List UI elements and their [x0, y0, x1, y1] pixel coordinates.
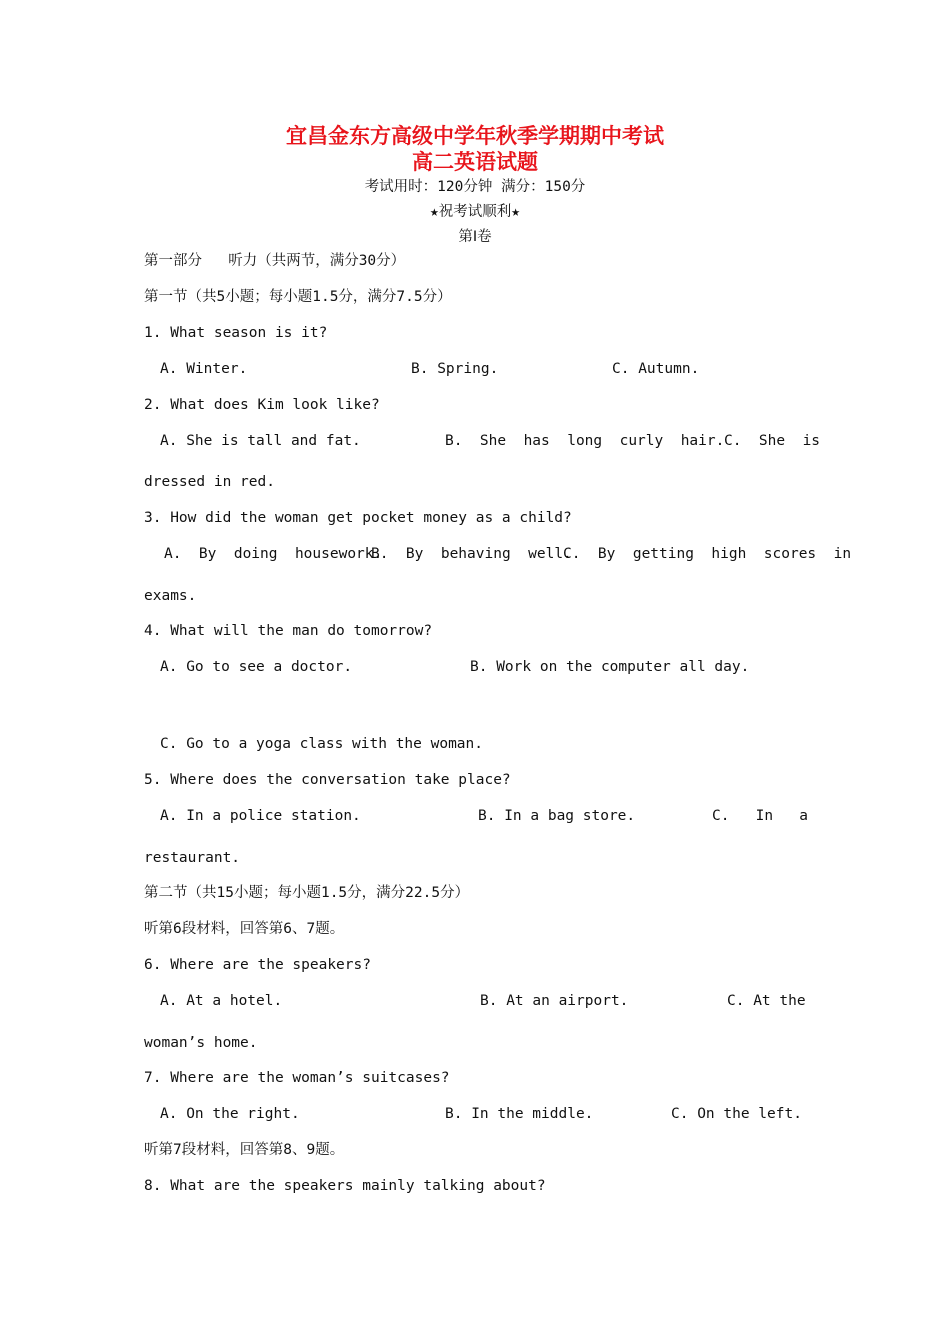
- section2-heading: 第二节（共15小题；每小题1.5分，满分22.5分）: [144, 885, 470, 901]
- question-6: 6. Where are the speakers?: [144, 957, 371, 973]
- exam-subtitle: 高二英语试题: [412, 150, 538, 174]
- q1-option-b: B. Spring.: [411, 361, 499, 377]
- q6-option-c-continued: woman’s home.: [144, 1035, 258, 1051]
- question-1: 1. What season is it?: [144, 325, 328, 341]
- q6-option-b: B. At an airport.: [480, 993, 629, 1009]
- q6-option-c: C. At the: [727, 993, 806, 1009]
- q4-option-c: C. Go to a yoga class with the woman.: [160, 736, 484, 752]
- q3-option-c-continued: exams.: [144, 588, 197, 604]
- question-7: 7. Where are the woman’s suitcases?: [144, 1070, 450, 1086]
- q5-option-c: C. In a: [712, 808, 809, 824]
- exam-wish: ★祝考试顺利★: [430, 204, 520, 220]
- section1-heading: 第一节（共5小题；每小题1.5分，满分7.5分）: [144, 289, 452, 305]
- question-4: 4. What will the man do tomorrow?: [144, 623, 433, 639]
- exam-title: 宜昌金东方高级中学年秋季学期期中考试: [286, 124, 664, 148]
- q3-option-b: B. By behaving well.: [371, 546, 572, 562]
- q5-option-c-continued: restaurant.: [144, 850, 241, 866]
- question-5: 5. Where does the conversation take place?: [144, 772, 511, 788]
- q7-option-c: C. On the left.: [671, 1106, 802, 1122]
- question-2: 2. What does Kim look like?: [144, 397, 380, 413]
- part1-heading: 第一部分 听力（共两节，满分30分）: [144, 253, 406, 269]
- q7-option-b: B. In the middle.: [445, 1106, 594, 1122]
- exam-info: 考试用时：120分钟 满分：150分: [364, 179, 586, 195]
- q1-option-a: A. Winter.: [160, 361, 248, 377]
- passage-6-instruction: 听第6段材料，回答第6、7题。: [144, 921, 345, 937]
- q2-option-c: C. She is: [724, 433, 821, 449]
- volume-label: 第Ⅰ卷: [458, 229, 492, 245]
- q2-option-b: B. She has long curly hair.: [445, 433, 725, 449]
- q6-option-a: A. At a hotel.: [160, 993, 283, 1009]
- q7-option-a: A. On the right.: [160, 1106, 300, 1122]
- passage-7-instruction: 听第7段材料，回答第8、9题。: [144, 1142, 345, 1158]
- q2-option-a: A. She is tall and fat.: [160, 433, 361, 449]
- q5-option-a: A. In a police station.: [160, 808, 361, 824]
- q5-option-b: B. In a bag store.: [478, 808, 636, 824]
- q3-option-a: A. By doing housework.: [164, 546, 383, 562]
- question-8: 8. What are the speakers mainly talking about?: [144, 1178, 546, 1194]
- question-3: 3. How did the woman get pocket money as a child?: [144, 510, 572, 526]
- q3-option-c: C. By getting high scores in: [563, 546, 852, 562]
- q4-option-b: B. Work on the computer all day.: [470, 659, 750, 675]
- q4-option-a: A. Go to see a doctor.: [160, 659, 353, 675]
- q2-option-c-continued: dressed in red.: [144, 474, 275, 490]
- q1-option-c: C. Autumn.: [612, 361, 700, 377]
